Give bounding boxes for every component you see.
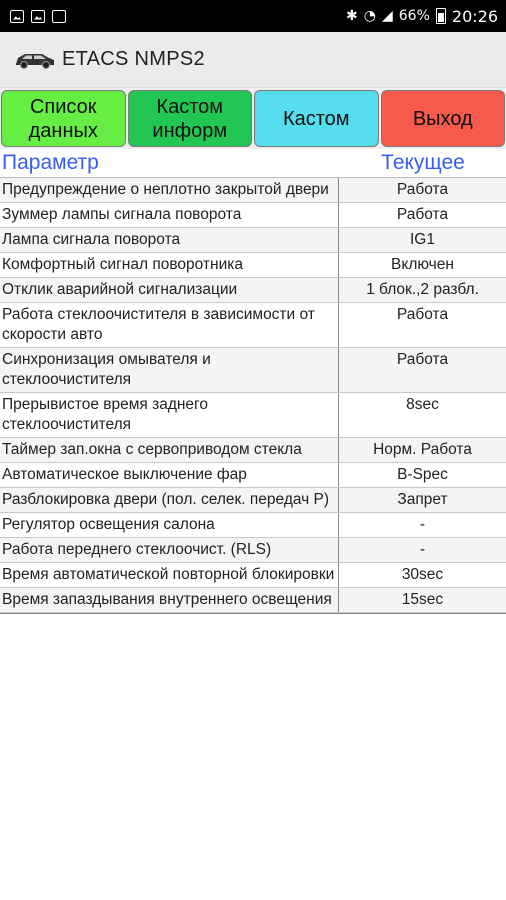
system-icons — [346, 7, 498, 26]
parameter-value: 8sec — [339, 393, 506, 438]
parameter-name: Время автоматической повторной блокировки — [0, 563, 339, 588]
table-row[interactable] — [0, 393, 506, 438]
parameter-value: Работа — [339, 348, 506, 393]
exit-label: Выход — [412, 107, 473, 130]
parameter-name: Автоматическое выключение фар — [0, 463, 339, 488]
parameter-name: Время запаздывания внутреннего освещения — [0, 588, 339, 613]
status-bar — [0, 0, 506, 32]
battery-icon — [436, 8, 446, 24]
table-row[interactable] — [0, 203, 506, 228]
parameter-value: 30sec — [339, 563, 506, 588]
data-list-label-2: данных — [28, 119, 98, 142]
car-icon — [14, 50, 56, 70]
parameter-value: IG1 — [339, 228, 506, 253]
parameter-name: Работа стеклоочистителя в зависимости от скорости авто — [0, 303, 339, 348]
parameter-name: Разблокировка двери (пол. селек. передач P) — [0, 488, 339, 513]
gallery-icon — [10, 10, 24, 23]
bluetooth-icon: ✱ — [346, 8, 358, 24]
parameter-name: Лампа сигнала поворота — [0, 228, 339, 253]
wifi-icon: ◔ — [363, 8, 376, 24]
clock: 20:26 — [451, 6, 498, 26]
custom-info-label-2: информ — [152, 119, 228, 142]
parameter-value: Включен — [339, 253, 506, 278]
column-header-current: Текущее — [381, 151, 465, 174]
parameter-name: Синхронизация омывателя и стеклоочистителя — [0, 348, 339, 393]
parameter-name: Отклик аварийной сигнализации — [0, 278, 339, 303]
parameter-name: Предупреждение о неплотно закрытой двери — [0, 178, 339, 203]
app-title: ETACS NMPS2 — [62, 48, 205, 70]
battery-percent: 66% — [398, 8, 430, 24]
table-header — [0, 149, 506, 178]
parameter-name: Регулятор освещения салона — [0, 513, 339, 538]
table-row[interactable] — [0, 463, 506, 488]
exit-button[interactable] — [381, 90, 506, 147]
app-bar — [0, 32, 506, 88]
parameter-name: Таймер зап.окна с сервоприводом стекла — [0, 438, 339, 463]
table-row[interactable] — [0, 303, 506, 348]
custom-label: Кастом — [282, 107, 350, 130]
signal-icon: ◢ — [381, 8, 393, 24]
parameter-value: Работа — [339, 203, 506, 228]
table-row[interactable] — [0, 438, 506, 463]
table-row[interactable] — [0, 538, 506, 563]
parameter-value: 15sec — [339, 588, 506, 613]
table-row[interactable] — [0, 348, 506, 393]
parameter-name: Зуммер лампы сигнала поворота — [0, 203, 339, 228]
table-row[interactable] — [0, 228, 506, 253]
table-end-divider — [0, 613, 506, 614]
table-row[interactable] — [0, 253, 506, 278]
table-row[interactable] — [0, 563, 506, 588]
button-row — [0, 89, 506, 149]
table-row[interactable] — [0, 488, 506, 513]
parameters-table — [0, 178, 506, 613]
parameter-value: Запрет — [339, 488, 506, 513]
parameter-value: 1 блок.,2 разбл. — [339, 278, 506, 303]
document-icon — [52, 10, 66, 23]
image-icon — [31, 10, 45, 23]
parameter-value: - — [339, 538, 506, 563]
table-row[interactable] — [0, 178, 506, 203]
data-list-button[interactable] — [1, 90, 126, 147]
table-row[interactable] — [0, 588, 506, 613]
notification-icons — [10, 10, 66, 23]
parameter-value: Работа — [339, 178, 506, 203]
table-row[interactable] — [0, 513, 506, 538]
parameter-name: Комфортный сигнал поворотника — [0, 253, 339, 278]
custom-info-button[interactable] — [128, 90, 253, 147]
custom-button[interactable] — [254, 90, 379, 147]
table-row[interactable] — [0, 278, 506, 303]
parameter-name: Работа переднего стеклоочист. (RLS) — [0, 538, 339, 563]
parameter-value: - — [339, 513, 506, 538]
parameter-value: Норм. Работа — [339, 438, 506, 463]
column-header-parameter: Параметр — [2, 151, 99, 174]
parameter-value: B-Spec — [339, 463, 506, 488]
parameter-value: Работа — [339, 303, 506, 348]
data-list-label-1: Список — [29, 95, 97, 118]
parameter-name: Прерывистое время заднего стеклоочистителя — [0, 393, 339, 438]
custom-info-label-1: Кастом — [156, 95, 224, 118]
